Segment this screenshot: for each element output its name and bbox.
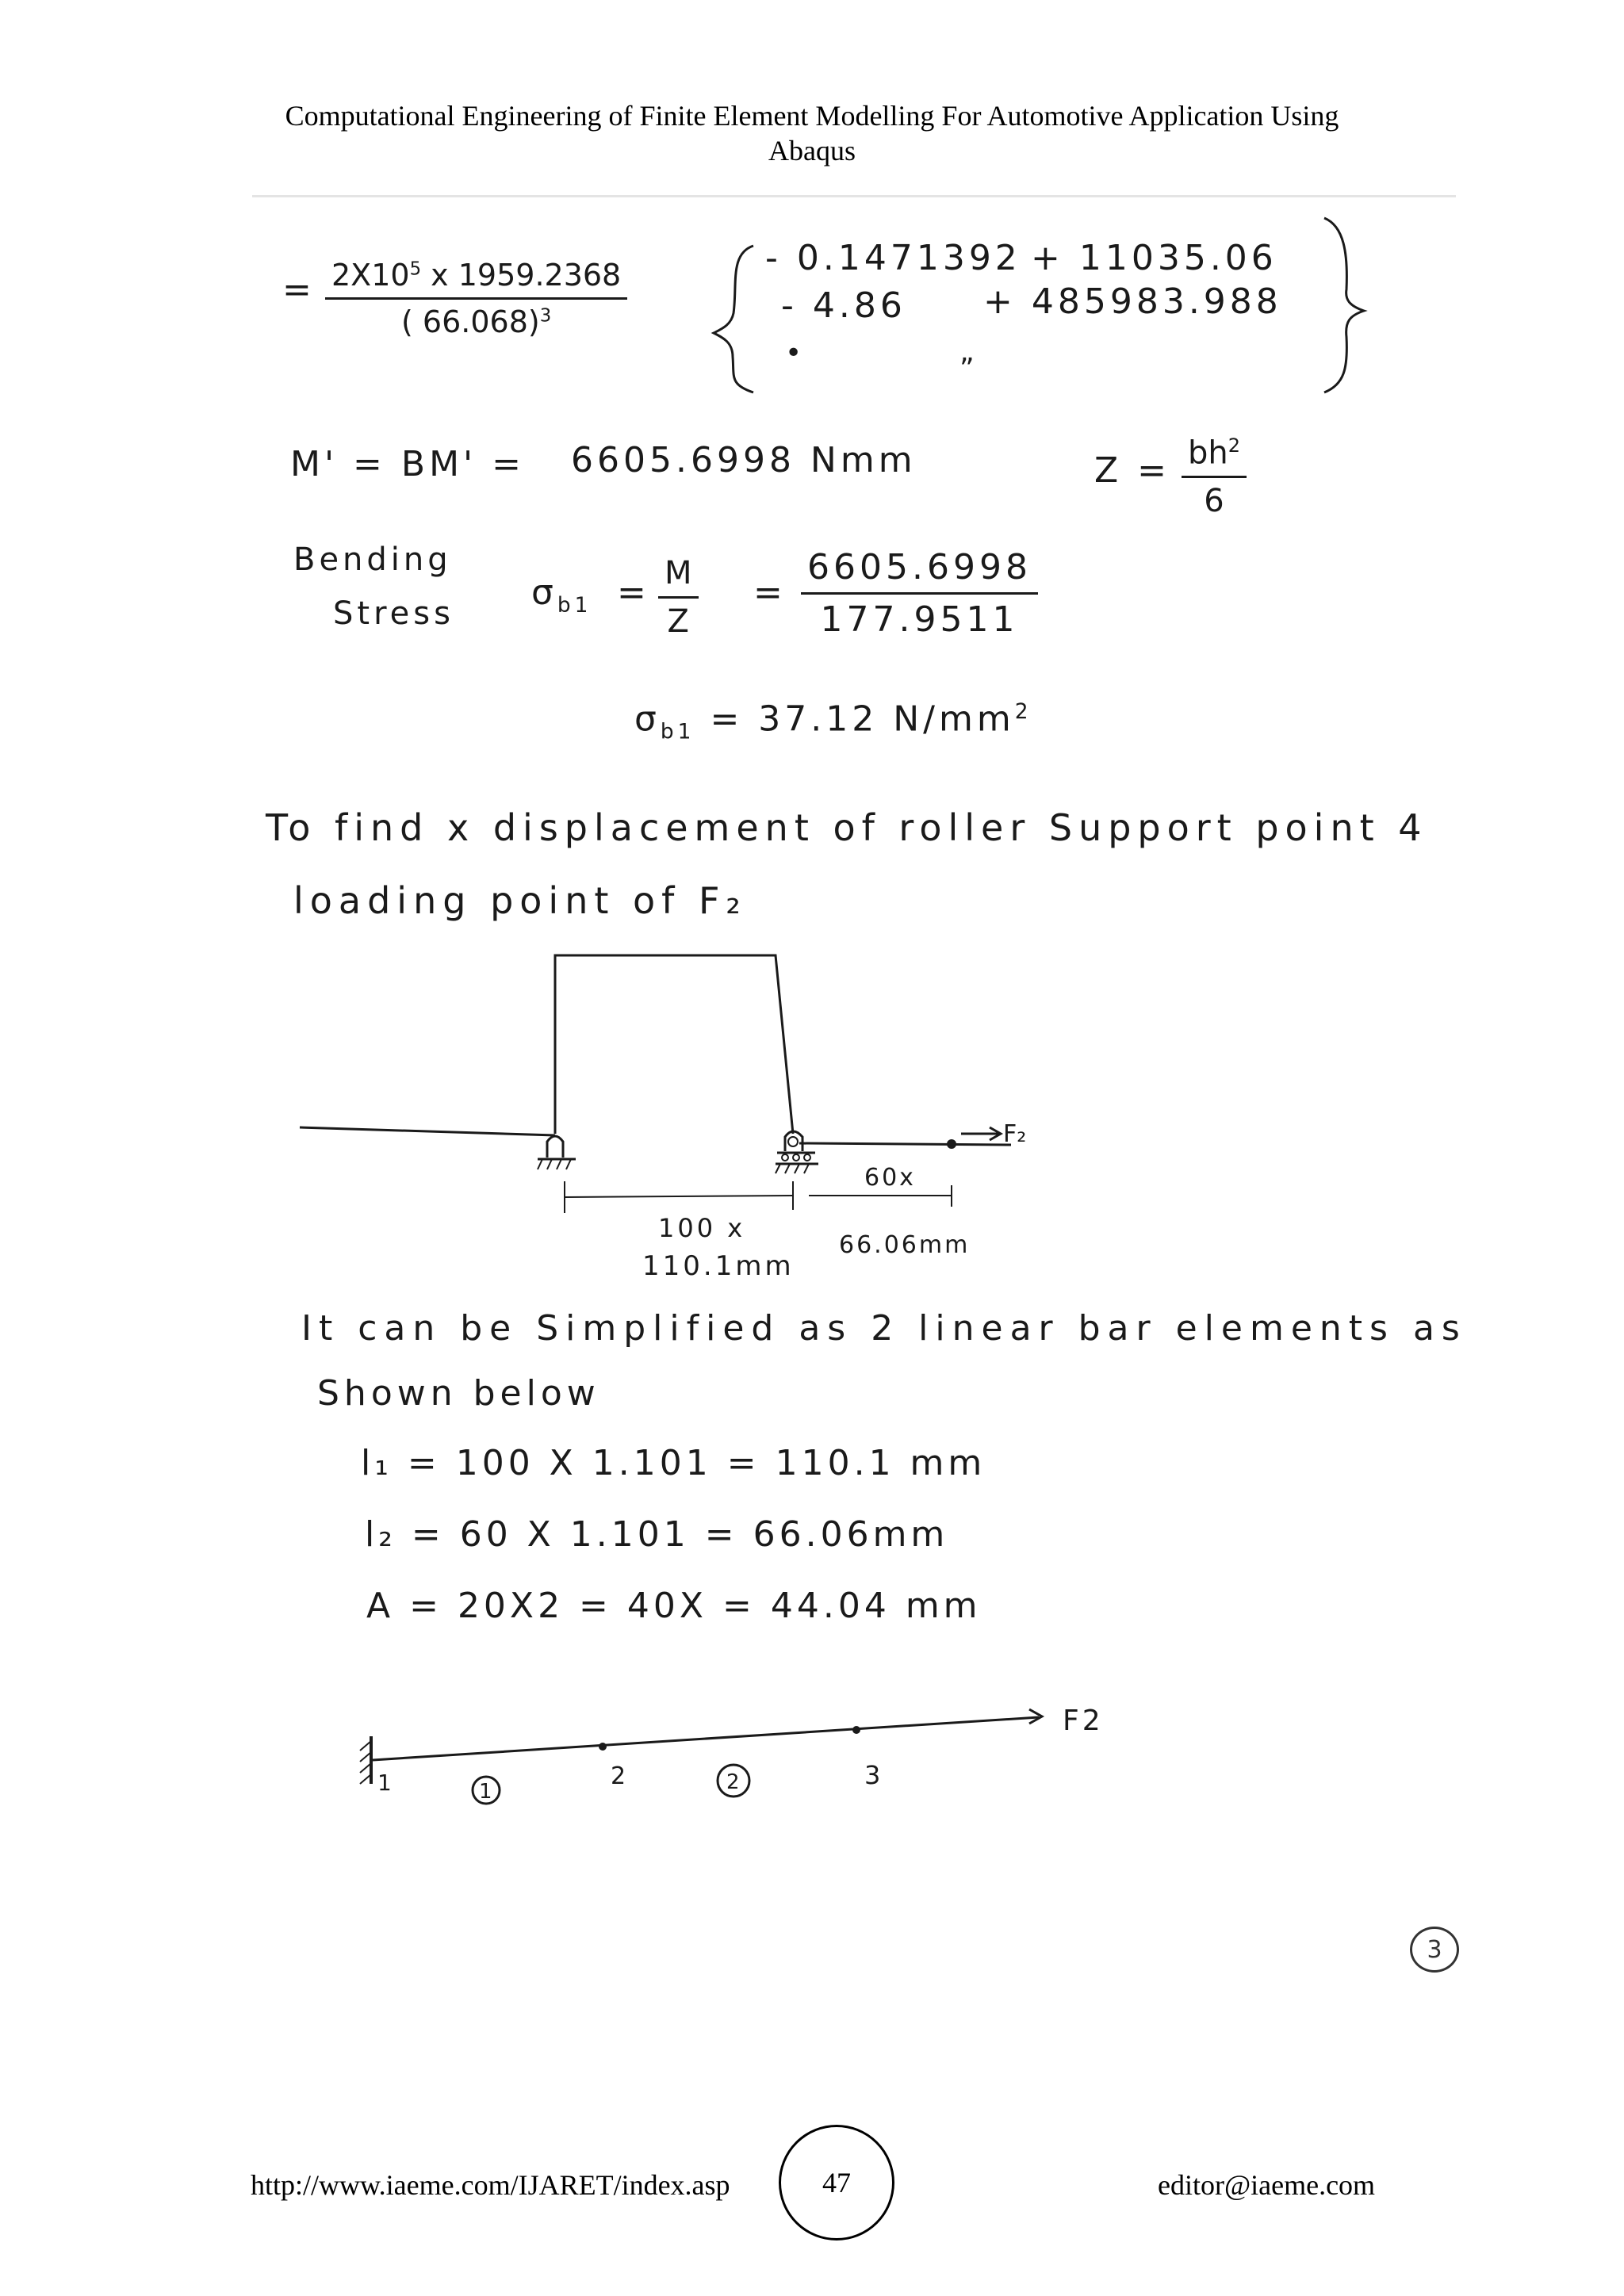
element-2-label: 2 bbox=[726, 1770, 740, 1794]
dim-left-line2: 110.1mm bbox=[642, 1250, 795, 1282]
para1-line1: To find x displacement of roller Support point 4 bbox=[266, 806, 1428, 849]
eq-area: A = 20X2 = 40X = 44.04 mm bbox=[366, 1586, 982, 1626]
bar-line bbox=[373, 1717, 1039, 1760]
node-3-label: 3 bbox=[864, 1760, 881, 1790]
force-arrow-icon bbox=[961, 1127, 1001, 1140]
eq2-z-lhs: Z = bbox=[1094, 450, 1170, 491]
bending-label-line2: Stress bbox=[333, 595, 454, 632]
frame-right-member bbox=[799, 1143, 1011, 1145]
eq3-value-fraction: $\frac{6605.6998}{177.9511}$ bbox=[801, 547, 1038, 640]
page-header bbox=[238, 98, 1386, 168]
eq1-row1-b: + 11035.06 bbox=[1031, 238, 1277, 278]
node-2-label: 2 bbox=[611, 1762, 626, 1790]
node-3-point bbox=[852, 1726, 860, 1734]
eq4-result: $\sigma_{b1} = 37.12$ $N/mm^2$ bbox=[634, 698, 1032, 744]
element-1-label: 1 bbox=[479, 1780, 492, 1804]
eq2-lhs: M' = BM' = bbox=[290, 444, 525, 484]
eq2-z-fraction: $\frac{bh^2}{6}$ bbox=[1182, 434, 1247, 519]
eq1-denominator: ( 66.068)$^3$ bbox=[401, 304, 552, 339]
header-title-line2: Abaqus bbox=[768, 135, 856, 166]
header-title-line1: Computational Engineering of Finite Element Modelling For Automotive Application Using bbox=[285, 100, 1339, 132]
para2-line2: Shown below bbox=[317, 1373, 600, 1414]
dim-line-left bbox=[565, 1196, 793, 1197]
handwritten-page-marker: 3 bbox=[1410, 1927, 1459, 1973]
eq1-row3-b: ” bbox=[959, 353, 978, 385]
eq3-equals-2: = bbox=[753, 572, 787, 613]
frame-force-label: F₂ bbox=[1003, 1120, 1027, 1148]
eq1-row2-a: - 4.86 bbox=[781, 285, 906, 326]
eq1-fraction bbox=[325, 258, 627, 339]
dim-left-line1: 100 x bbox=[658, 1213, 746, 1243]
node-1-label: 1 bbox=[377, 1770, 392, 1796]
footer-email-link[interactable]: editor@iaeme.com bbox=[1158, 2169, 1376, 2201]
bending-label-line1: Bending bbox=[293, 541, 452, 578]
eq1-numerator: $2X10^5$ x 1959.2368 bbox=[325, 258, 627, 300]
dim-right-line1: 60x bbox=[864, 1164, 916, 1192]
frame-outline bbox=[555, 955, 793, 1134]
para2-line1: It can be Simplified as 2 linear bar elements as bbox=[301, 1308, 1467, 1349]
bar-force-label: F2 bbox=[1063, 1705, 1104, 1737]
eq3-m-over-z: $\frac{M}{Z}$ bbox=[658, 555, 699, 640]
eq3-equals-1: = bbox=[617, 572, 650, 613]
pin-support-icon bbox=[538, 1136, 576, 1169]
node-2-point bbox=[599, 1743, 607, 1751]
header-divider bbox=[252, 195, 1456, 197]
footer-url-link[interactable]: http://www.iaeme.com/IJARET/index.asp bbox=[251, 2169, 730, 2201]
eq1-right-brace bbox=[1308, 214, 1388, 396]
roller-support-icon bbox=[776, 1131, 818, 1173]
eq1-row3-a: • bbox=[785, 337, 806, 369]
eq3-sigma: $\sigma_{b1}$ bbox=[531, 572, 592, 618]
frame-left-member bbox=[300, 1127, 555, 1135]
eq1-equals: = bbox=[282, 270, 316, 310]
eq1-row1-a: - 0.1471392 bbox=[765, 238, 1021, 278]
eq1-row2-b: + 485983.988 bbox=[983, 281, 1282, 322]
para1-line2: loading point of F₂ bbox=[293, 879, 747, 922]
eq-l2: l₂ = 60 X 1.101 = 66.06mm bbox=[365, 1514, 949, 1555]
eq2-value: 6605.6998 Nmm bbox=[571, 440, 917, 480]
eq-l1: l₁ = 100 X 1.101 = 110.1 mm bbox=[361, 1443, 986, 1483]
dim-right-line2: 66.06mm bbox=[839, 1231, 971, 1259]
bar-element-diagram bbox=[341, 1689, 1166, 1847]
frame-support-diagram bbox=[285, 943, 1063, 1284]
page-number: 47 bbox=[779, 2125, 894, 2241]
fixed-support-icon bbox=[360, 1736, 371, 1784]
loading-point bbox=[947, 1139, 956, 1149]
